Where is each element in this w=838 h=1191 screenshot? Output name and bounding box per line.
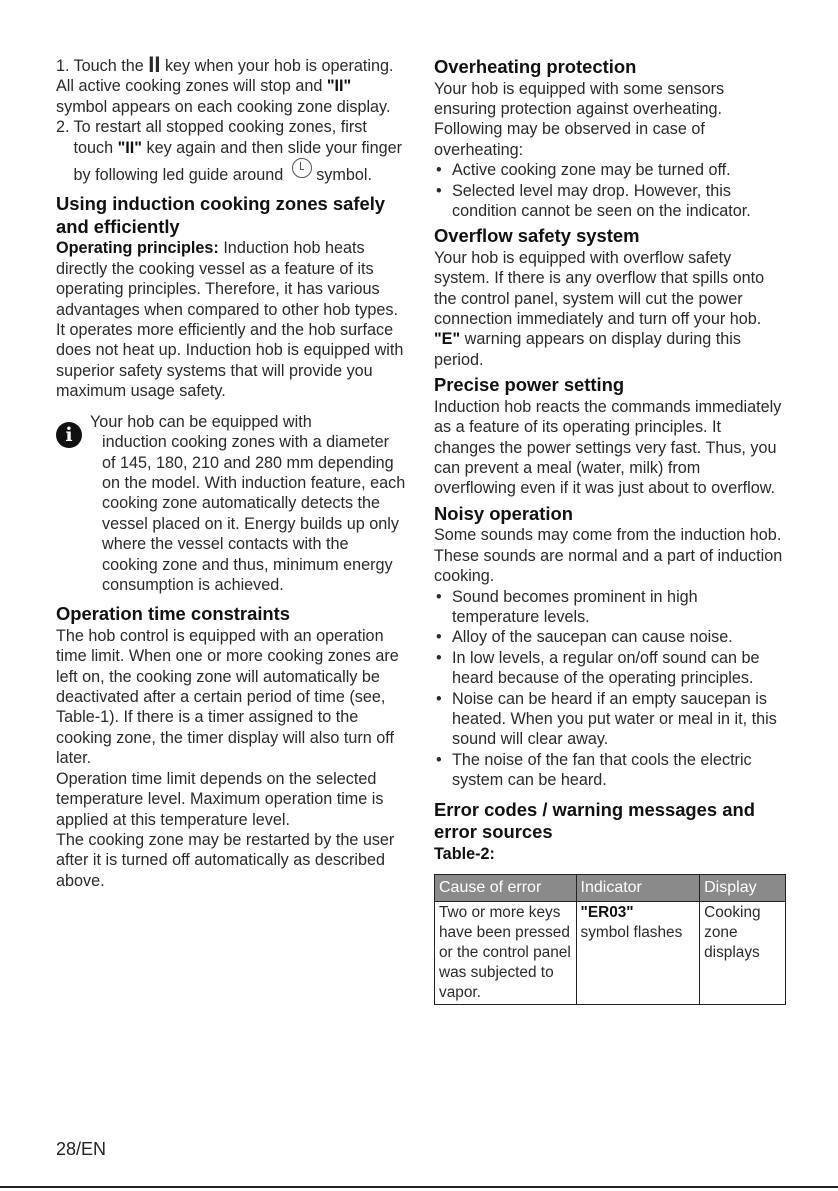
paragraph-overflow: Your hob is equipped with overflow safety system. If there is any overflow that spills onto the control panel, system will cut the power connection immediately and turn off your hob. "E" warning appears on display during this period. [434,248,765,369]
list-item: • Selected level may drop. However, this condition cannot be seen on the indicator. [436,181,751,220]
paragraph-overheating: Your hob is equipped with some sensors ensuring protection against overheating. Following may be observed in case of overheating: [434,79,725,159]
bottom-divider [0,1186,838,1188]
paragraph-noisy: Some sounds may come from the induction hob. These sounds are normal and a part of induction cooking. [434,526,783,586]
table-row [435,902,786,1005]
step-2: 2. To restart all stopped cooking zones, first touch "II" key again and then slide your finger by following led guide around symbol. [56,118,403,185]
cell-cause: Two or more keys have been pressed or the control panel was subjected to vapor. [435,902,577,1005]
indicator-code: "ER03" [580,904,634,921]
paragraph-time-1: The hob control is equipped with an operation time limit. When one or more cooking zones are left on, the cooking zone will automatically be deactivated after a certain period of time (see, Table-1). If there is a timer assigned to the cooking zone, the timer display will also turn off later. [56,626,399,768]
pause-key-icon: II [148,52,161,77]
cell-display: Cooking zone displays [700,902,786,1005]
list-item: • Active cooking zone may be turned off. [436,161,731,180]
info-body: induction cooking zones with a diameter of 145, 180, 210 and 280 mm depending on the model. With induction feature, each cooking zone automatically detects the vessel placed on it. Energy builds up only where the vessel contacts with the cooking zone and thus, minimum energy consumption is achieved. [102,433,406,594]
heading-precise-power: Precise power setting [434,374,625,396]
heading-safely: Using induction cooking zones safely and efficiently [56,193,386,237]
paragraph-stop: All active cooking zones will stop and "II" symbol appears on each cooking zone display. [56,77,391,116]
error-symbol: "E" [434,330,461,349]
heading-time-constraints: Operation time constraints [56,603,291,625]
step-number: 2. [56,118,70,137]
pause-symbol: "II" [326,77,352,96]
cell-indicator: "ER03" symbol flashes [576,902,700,1005]
paragraph-operating-principles: Operating principles: Induction hob heats directly the cooking vessel as a feature of its operating principles. Therefore, it has various advantages when compared to other hob types. It operates more efficiently and the hob surface does not heat up. Induction hob is equipped with superior safety systems that will provide you maximum usage safety. [56,239,404,401]
paragraph-time-3: The cooking zone may be restarted by the user after it is turned off automatically as described above. [56,830,395,890]
heading-noisy: Noisy operation [434,502,573,524]
heading-error-codes: Error codes / warning messages and error sources [434,798,755,843]
paragraph-precise: Induction hob reacts the commands immediately as a feature of its operating principles. It changes the power settings very fast. Thus, you can prevent a meal (water, milk) from overflowing even if it was just about to overflow. [434,397,782,498]
info-note [56,412,406,596]
list-item: • Sound becomes prominent in high temperature levels. [436,587,698,626]
pause-symbol: "II" [117,138,142,157]
led-guide-icon [292,158,312,178]
table-label: Table-2: [434,844,495,863]
page-number: 28/EN [56,1139,107,1159]
left-column [56,52,406,891]
column-header: Cause of error [435,875,577,902]
info-icon: i [56,422,82,448]
error-table [434,874,786,1005]
heading-overflow: Overflow safety system [434,225,640,247]
step-text: Touch the [73,57,144,75]
operating-principles-label: Operating principles: [56,239,219,258]
step-number: 1. [56,57,70,75]
list-item: • The noise of the fan that cools the electric system can be heard. [436,750,752,790]
column-header: Indicator [576,875,700,902]
step-1 [56,52,406,77]
right-column [434,56,786,1005]
column-header: Display [700,875,786,902]
heading-overheating: Overheating protection [434,56,637,77]
info-first-line: Your hob can be equipped with [90,412,312,431]
paragraph-time-2: Operation time limit depends on the selected temperature level. Maximum operation time is applied at this temperature level. [56,769,384,829]
table-header-row [435,875,786,902]
list-item: • Noise can be heard if an empty saucepan is heated. When you put water or meal in it, this sound will clear away. [436,689,777,749]
list-item: • Alloy of the saucepan can cause noise. [436,628,733,647]
list-item: • In low levels, a regular on/off sound can be heard because of the operating principles. [436,648,760,688]
step-text: key when your hob is operating. [164,57,394,75]
